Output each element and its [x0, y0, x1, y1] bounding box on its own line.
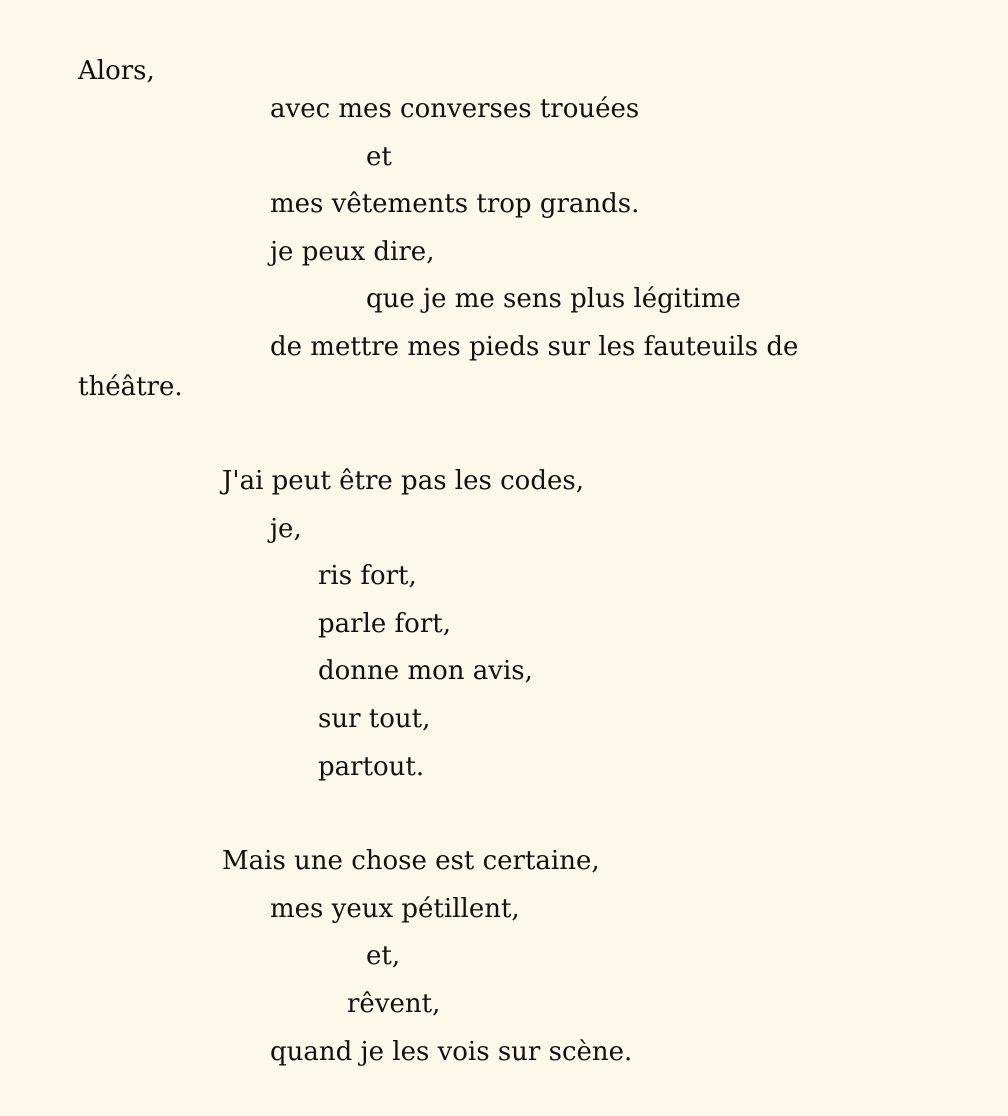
poem-line: théâtre.	[78, 372, 183, 402]
poem-line: donne mon avis,	[318, 656, 533, 686]
poem-line: je,	[270, 514, 302, 544]
poem-line: Alors,	[78, 56, 155, 86]
poem-line: rêvent,	[347, 989, 441, 1019]
poem-line: Mais une chose est certaine,	[222, 846, 600, 876]
poem-line: partout.	[318, 752, 425, 782]
poem-line: je peux dire,	[270, 237, 435, 267]
poem-line: parle fort,	[318, 609, 451, 639]
poem-line: sur tout,	[318, 704, 431, 734]
poem-line: que je me sens plus légitime	[366, 284, 741, 314]
poem-line: avec mes converses trouées	[270, 94, 640, 124]
poem-line: mes vêtements trop grands.	[270, 189, 640, 219]
poem-line: et,	[366, 941, 401, 971]
poem-line: et	[366, 142, 392, 172]
poem-line: quand je les vois sur scène.	[270, 1037, 633, 1067]
poem-line: mes yeux pétillent,	[270, 894, 520, 924]
poem-line: ris fort,	[318, 561, 417, 591]
poem-line: J'ai peut être pas les codes,	[222, 466, 584, 496]
poem-line: de mettre mes pieds sur les fauteuils de	[270, 332, 799, 362]
